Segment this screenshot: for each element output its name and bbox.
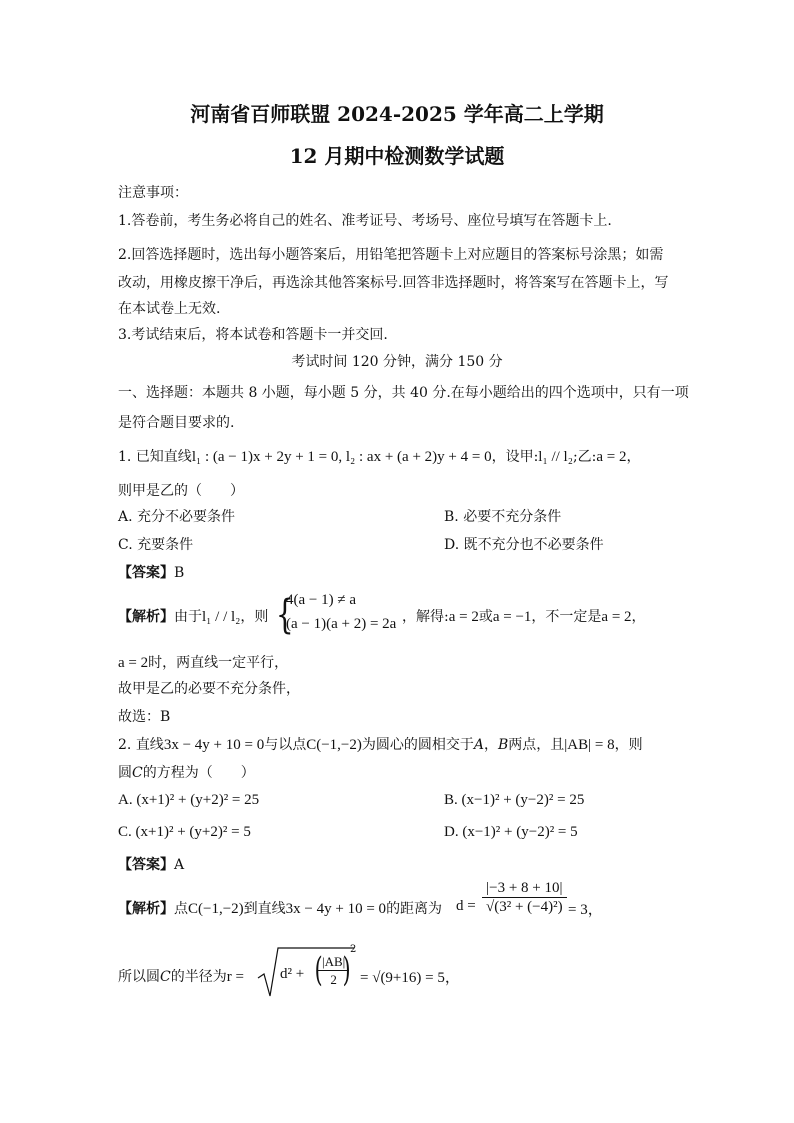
q1-analysis-a: 由于	[174, 609, 202, 625]
q2-circle: C	[132, 765, 143, 781]
q1-analysis-c: ，解得:	[402, 609, 449, 625]
q1-stem	[118, 446, 641, 466]
q1-text-d: ，	[626, 449, 641, 465]
q1-cond-jia: l₁ // l₂	[538, 449, 573, 465]
q1-answer-value: B	[174, 565, 185, 581]
q1-text-c: ;乙:	[572, 449, 597, 465]
q1-analysis-lead	[118, 606, 268, 626]
q2-analysis-b: 到直线	[243, 901, 286, 917]
q2-distance-lhs: d =	[456, 898, 476, 914]
q1-option-c: C. 充要条件	[118, 537, 194, 553]
q1-line2-a: a = 2	[118, 655, 149, 671]
q2-analysis-c: 的距离为	[386, 901, 443, 917]
time-info: 考试时间 120 分钟，满分 150 分	[291, 354, 503, 370]
q2-radius-lhs: r =	[226, 969, 244, 985]
q2-line-eq: 3x − 4y + 10 = 0	[163, 737, 265, 753]
q2-point-a: A	[473, 737, 484, 753]
q1-solution-1: a = 2	[448, 609, 479, 625]
q1-option-b: B. 必要不充分条件	[444, 509, 562, 525]
q2-distance-numerator: |−3 + 8 + 10|	[482, 880, 567, 898]
q2-point-b: B	[498, 737, 509, 753]
section-intro-a: 一、选择题：本题共 8 小题，每小题 5 分，共 40 分.在每小题给出的四个选项中，只有一项	[118, 385, 689, 401]
notice-item-1: 1.答卷前，考生务必将自己的姓名、准考证号、考场号、座位号填写在答题卡上.	[118, 213, 612, 229]
q1-cond-yi: a = 2	[596, 449, 627, 465]
title-line-1: 河南省百师联盟 2024-2025 学年高二上学期	[190, 102, 604, 126]
q1-text-a: 已知直线	[135, 449, 192, 465]
q2-radius-paren-right: )	[342, 950, 351, 990]
q2-text-a: 直线	[135, 737, 164, 753]
q2-distance-rhs: = 3，	[568, 902, 603, 918]
q2-option-c: C. (x+1)² + (y+2)² = 5	[118, 824, 251, 840]
q1-text-b: ，设甲:	[491, 449, 539, 465]
q2-answer	[118, 854, 184, 874]
title-line-2: 12 月期中检测数学试题	[289, 144, 505, 168]
q2-radius-inner: d² +	[280, 966, 305, 982]
notice-heading: 注意事项：	[118, 185, 188, 201]
q2-radius-circle: C	[160, 969, 171, 985]
q2-radius-paren-left: (	[314, 950, 323, 990]
q2-distance-fraction	[482, 880, 567, 916]
q2-distance-denominator: √(3² + (−4)²)	[486, 899, 563, 915]
q2-option-d: D. (x−1)² + (y−2)² = 5	[444, 824, 578, 840]
q2-text-b: 与以点	[264, 737, 307, 753]
q2-option-a: A. (x+1)² + (y+2)² = 25	[118, 792, 260, 808]
q2-analysis-label: 【解析】	[118, 901, 174, 917]
q1-solution-2: a = −1	[492, 609, 532, 625]
notice-item-2b: 改动，用橡皮擦干净后，再选涂其他答案标号.回答非选择题时，将答案写在答题卡上，写	[118, 275, 669, 291]
q2-number: 2.	[118, 737, 132, 753]
q2-line2-b: 的方程为（ ）	[142, 765, 255, 781]
q2-radius-square: 2	[350, 944, 357, 955]
q1-number: 1.	[118, 449, 132, 465]
section-intro-b: 是符合题目要求的.	[118, 415, 235, 431]
q2-ab-length: |AB| = 8	[564, 737, 615, 753]
q1-solution-3: a = 2	[601, 609, 632, 625]
q2-text-d: 两点，且	[508, 737, 565, 753]
q1-analysis-line2	[118, 652, 288, 672]
q2-analysis-lead	[118, 898, 442, 918]
q1-analysis-d: 或	[478, 609, 493, 625]
q2-line2-a: 圆	[118, 765, 132, 781]
q2-radius-text-b: 的半径为	[170, 969, 227, 985]
notice-item-2c: 在本试卷上无效.	[118, 301, 221, 317]
q1-stem-line2: 则甲是乙的（ ）	[118, 483, 244, 499]
q2-analysis-line: 3x − 4y + 10 = 0	[285, 901, 387, 917]
q1-analysis-line4: 故选：B	[118, 709, 171, 725]
q2-radius-text-a: 所以圆	[118, 969, 160, 985]
q1-option-d: D. 既不充分也不必要条件	[444, 537, 604, 553]
q2-point: C(−1,−2)	[306, 737, 362, 753]
q2-radius-lead	[118, 966, 244, 986]
q1-analysis-label: 【解析】	[118, 609, 174, 625]
q2-answer-value: A	[174, 857, 185, 873]
q2-stem	[118, 734, 643, 754]
q2-radius-fraction-denominator: 2	[330, 972, 337, 987]
q1-line2-b: 时，两直线一定平行，	[148, 655, 289, 671]
q1-system-row-1: 4(a − 1) ≠ a	[286, 592, 356, 608]
q2-radius-fraction-numerator: |AB|	[318, 954, 349, 971]
q1-analysis-e: ，不一定是	[531, 609, 602, 625]
q1-lines-eq: l₁ : (a − 1)x + 2y + 1 = 0, l₂ : ax + (a + 2)y + 4 = 0	[191, 449, 492, 465]
q1-analysis-b: ，则	[240, 609, 269, 625]
q2-analysis-a: 点	[174, 901, 188, 917]
q2-analysis-point: C(−1,−2)	[188, 901, 244, 917]
q2-text-e: ，则	[614, 737, 643, 753]
q1-option-a: A. 充分不必要条件	[118, 509, 236, 525]
q2-text-c: 为圆心的圆相交于	[361, 737, 474, 753]
notice-item-2a: 2.回答选择题时，选出每小题答案后，用铅笔把答题卡上对应题目的答案标号涂黑；如需	[118, 247, 664, 263]
q2-answer-label: 【答案】	[118, 857, 174, 873]
q1-answer	[118, 562, 184, 582]
notice-item-3: 3.考试结束后，将本试卷和答题卡一并交回.	[118, 327, 388, 343]
q1-analysis-f: ，	[631, 609, 646, 625]
q2-comma: ，	[484, 737, 498, 753]
q1-analysis-solution	[402, 606, 646, 626]
q1-system-row-2: (a − 1)(a + 2) = 2a	[286, 616, 397, 632]
q1-analysis-line3: 故甲是乙的必要不充分条件，	[118, 681, 300, 697]
q1-analysis-parallel: l₁ / / l₂	[202, 609, 241, 625]
q2-stem-line2	[118, 762, 255, 782]
q2-option-b: B. (x−1)² + (y−2)² = 25	[444, 792, 585, 808]
q1-system-brace: {	[275, 592, 294, 638]
q2-radius-rhs: = √(9+16) = 5，	[360, 970, 460, 986]
q1-answer-label: 【答案】	[118, 565, 174, 581]
